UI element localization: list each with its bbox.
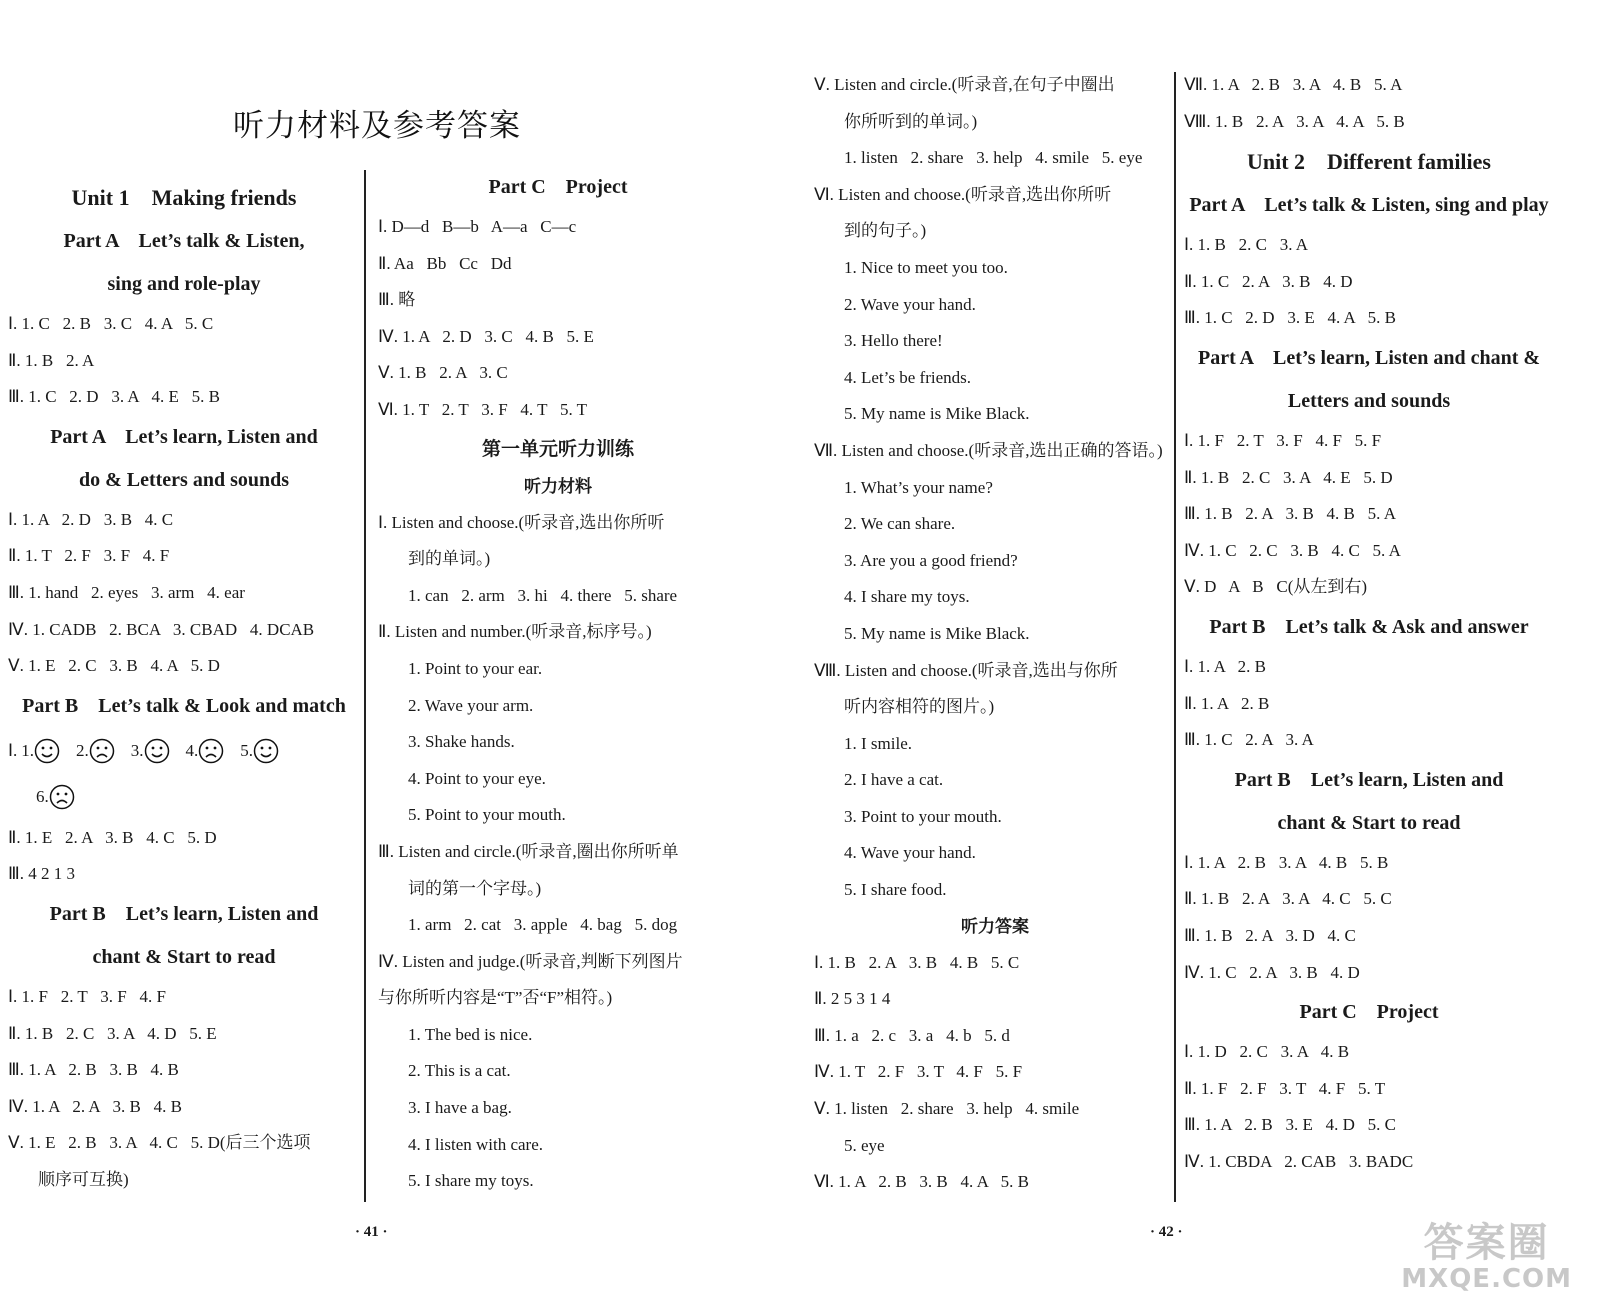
answer-line: Ⅳ. 1. C 2. C 3. B 4. C 5. A	[1184, 540, 1401, 560]
part-heading: Part C Project	[1299, 1001, 1439, 1024]
answer-line: Ⅰ. 1. A 2. B 3. A 4. B 5. B	[1184, 852, 1389, 872]
answer-line: 1. Point to your ear.	[408, 658, 543, 678]
answer-line: 3. Hello there!	[844, 331, 943, 351]
column-divider	[1174, 72, 1176, 1202]
smiley-answer	[240, 738, 279, 764]
answer-line: Ⅰ. 1. F 2. T 3. F 4. F 5. F	[1184, 430, 1382, 450]
answer-line: 4. I share my toys.	[844, 587, 970, 607]
column-divider	[364, 170, 366, 1202]
answer-line: Ⅲ. 1. a 2. c 3. a 4. b 5. d	[814, 1025, 1010, 1045]
smiley-answer	[186, 738, 225, 764]
answer-line: 2. This is a cat.	[408, 1061, 511, 1081]
page-number: · 42 ·	[1150, 1224, 1183, 1240]
answer-line: Ⅲ. 1. C 2. D 3. E 4. A 5. B	[1184, 308, 1396, 328]
smiley-happy-icon	[34, 738, 60, 764]
part-heading: chant & Start to read	[92, 945, 276, 968]
page-number: · 41 ·	[355, 1224, 388, 1240]
answer-number: 6.	[36, 786, 49, 806]
answer-line: 1. can 2. arm 3. hi 4. there 5. share	[408, 585, 678, 605]
answer-line: 与你所听内容是“T”否“F”相符。)	[378, 988, 613, 1008]
answer-line: 5. I share food.	[844, 880, 947, 900]
answer-number: 3.	[130, 740, 144, 760]
answer-line: 1. What’s your name?	[844, 477, 993, 497]
answer-line: 4. I listen with care.	[408, 1134, 544, 1154]
answer-line: Ⅲ. 1. C 2. D 3. A 4. E 5. B	[8, 387, 220, 407]
smiley-answer	[131, 738, 170, 764]
answer-line: Ⅱ. Listen and number.(听录音,标序号。)	[378, 622, 652, 642]
answer-line: 1. listen 2. share 3. help 4. smile 5. eye	[844, 148, 1143, 168]
answer-line: 词的第一个字母。)	[408, 878, 542, 898]
answer-line: Ⅱ. 1. C 2. A 3. B 4. D	[1184, 271, 1353, 291]
answer-number: 2.	[76, 740, 89, 760]
smiley-answer	[76, 738, 115, 764]
answer-line: Ⅷ. Listen and choose.(听录音,选出与你所	[814, 660, 1118, 680]
answer-line: 2. Wave your hand.	[844, 294, 976, 314]
smiley-sad-icon	[49, 784, 75, 810]
part-heading: Part A Let’s learn, Listen and	[50, 425, 318, 448]
answer-line: Ⅵ. 1. T 2. T 3. F 4. T 5. T	[378, 399, 588, 419]
answer-line: Ⅴ. D A B C(从左到右)	[1184, 577, 1368, 597]
answer-line: Ⅰ. 1. B 2. C 3. A	[1184, 235, 1309, 255]
answer-line: 4. Wave your hand.	[844, 843, 976, 863]
answer-line: Ⅷ. 1. B 2. A 3. A 4. A 5. B	[1184, 111, 1405, 131]
part-heading: Part A Let’s talk & Listen, sing and play	[1189, 194, 1549, 217]
answer-line: 到的单词。)	[408, 549, 491, 569]
answer-line: Ⅳ. 1. A 2. D 3. C 4. B 5. E	[378, 326, 594, 346]
answer-line: Ⅰ. 1. B 2. A 3. B 4. B 5. C	[814, 952, 1020, 972]
unit-heading: Unit 1 Making friends	[71, 185, 297, 210]
answer-line: Ⅶ. 1. A 2. B 3. A 4. B 5. A	[1184, 75, 1403, 94]
answer-line: Ⅳ. 1. A 2. A 3. B 4. B	[8, 1096, 182, 1116]
answer-line: Ⅵ. Listen and choose.(听录音,选出你所听	[814, 184, 1112, 204]
answer-line: 你所听到的单词。)	[844, 111, 978, 131]
part-heading: Part B Let’s learn, Listen and	[49, 902, 319, 925]
part-heading: Part A Let’s learn, Listen and chant &	[1197, 346, 1541, 369]
answer-line: Ⅰ. 1. A 2. B	[1184, 656, 1267, 676]
smiley-sad-icon	[89, 738, 115, 764]
answer-line: Ⅲ. 1. A 2. B 3. B 4. B	[8, 1060, 179, 1080]
answer-line: 5. My name is Mike Black.	[844, 404, 1030, 424]
answer-line: 3. Shake hands.	[408, 732, 515, 752]
answer-line: 4. Let’s be friends.	[844, 367, 971, 387]
answer-number: 5.	[240, 740, 254, 760]
answer-line: Ⅴ. 1. E 2. C 3. B 4. A 5. D	[8, 656, 220, 676]
answer-line: Ⅴ. 1. E 2. B 3. A 4. C 5. D(后三个选项	[8, 1133, 311, 1153]
answer-line: Ⅵ. 1. A 2. B 3. B 4. A 5. B	[814, 1172, 1029, 1192]
answer-line: Ⅰ. 1. D 2. C 3. A 4. B	[1184, 1042, 1350, 1062]
answer-line: 2. I have a cat.	[844, 770, 944, 790]
answer-number: 4.	[185, 740, 199, 760]
answer-line: Ⅲ. 1. C 2. A 3. A	[1184, 730, 1314, 750]
answer-line: Ⅴ. Listen and circle.(听录音,在句子中圈出	[814, 75, 1115, 94]
answer-line: 3. Are you a good friend?	[844, 550, 1018, 570]
left-column-1	[8, 176, 360, 1199]
answer-line: Ⅲ. Listen and circle.(听录音,圈出你所听单	[378, 841, 679, 861]
answer-line: 3. I have a bag.	[408, 1098, 512, 1118]
answer-line: Ⅴ. 1. listen 2. share 3. help 4. smile	[814, 1099, 1080, 1119]
answer-line: 到的句子。)	[844, 221, 927, 241]
unit-heading: Unit 2 Different families	[1247, 149, 1491, 175]
right-column-2	[1184, 67, 1554, 1180]
part-heading: sing and role-play	[107, 273, 261, 295]
answer-line: Ⅰ. Listen and choose.(听录音,选出你所听	[378, 512, 665, 532]
watermark-logo	[1401, 1221, 1572, 1293]
answer-line: Ⅱ. 2 5 3 1 4	[814, 989, 891, 1009]
part-heading: Letters and sounds	[1287, 389, 1451, 412]
answer-line: Ⅲ. 略	[378, 290, 416, 310]
smiley-answer	[36, 784, 75, 810]
answer-line: Ⅲ. 1. B 2. A 3. D 4. C	[1184, 925, 1356, 945]
answer-line: Ⅲ. 1. A 2. B 3. E 4. D 5. C	[1184, 1115, 1396, 1135]
answer-line: Ⅳ. 1. T 2. F 3. T 4. F 5. F	[814, 1062, 1023, 1082]
answer-line: 4. Point to your eye.	[408, 768, 546, 788]
answer-line: Ⅱ. 1. T 2. F 3. F 4. F	[8, 546, 170, 566]
part-heading: Part B Let’s talk & Look and match	[22, 694, 346, 717]
answer-line: 顺序可互换)	[38, 1169, 129, 1189]
answer-line: Ⅳ. 1. CADB 2. BCA 3. CBAD 4. DCAB	[8, 619, 315, 639]
smiley-happy-icon	[253, 738, 279, 764]
smiley-answer	[21, 738, 60, 764]
right-page	[800, 0, 1600, 1311]
subsection-heading: 听力答案	[961, 916, 1029, 937]
watermark-url: MXQE.COM	[1401, 1264, 1572, 1294]
left-column-2	[378, 166, 738, 1200]
part-heading: do & Letters and sounds	[78, 468, 290, 491]
answer-line: Ⅲ. 1. hand 2. eyes 3. arm 4. ear	[8, 582, 245, 602]
part-heading: Part B Let’s learn, Listen and	[1234, 768, 1504, 791]
answer-line: 1. arm 2. cat 3. apple 4. bag 5. dog	[408, 915, 678, 935]
part-heading: Part B Let’s talk & Ask and answer	[1209, 615, 1529, 638]
answer-line: Ⅳ. 1. C 2. A 3. B 4. D	[1184, 962, 1360, 982]
smiley-sad-icon	[198, 738, 224, 764]
answer-line: Ⅲ. 4 2 1 3	[8, 864, 75, 884]
answer-line: Ⅳ. Listen and judge.(听录音,判断下列图片	[378, 951, 683, 971]
answer-line: Ⅰ. 1. A 2. D 3. B 4. C	[8, 509, 174, 529]
answer-line: Ⅱ. 1. B 2. C 3. A 4. D 5. E	[8, 1023, 217, 1043]
answer-line: Ⅱ. 1. A 2. B	[1184, 693, 1270, 713]
answer-line: Ⅶ. Listen and choose.(听录音,选出正确的答语。)	[814, 440, 1163, 460]
answer-line: 听内容相符的图片。)	[844, 697, 995, 717]
answer-line: 5. eye	[844, 1135, 885, 1155]
part-heading: Part C Project	[488, 176, 628, 198]
smiley-happy-icon	[144, 738, 170, 764]
answer-line: 2. We can share.	[844, 514, 956, 534]
answer-line: 1. The bed is nice.	[408, 1024, 533, 1044]
smiley-answer-row	[8, 774, 360, 820]
answer-line: Ⅰ. 1. C 2. B 3. C 4. A 5. C	[8, 314, 214, 333]
answer-line: 1. Nice to meet you too.	[844, 257, 1008, 277]
section-heading: 第一单元听力训练	[481, 437, 634, 460]
answer-line: Ⅱ. 1. F 2. F 3. T 4. F 5. T	[1184, 1078, 1386, 1098]
smiley-answer-row	[8, 728, 360, 774]
answer-line: Ⅰ. 1. F 2. T 3. F 4. F	[8, 986, 166, 1006]
answer-line: Ⅴ. 1. B 2. A 3. C	[378, 363, 508, 383]
answer-line: 3. Point to your mouth.	[844, 806, 1002, 826]
page-title: 听力材料及参考答案	[233, 108, 521, 144]
answer-line: Ⅱ. 1. B 2. A	[8, 350, 95, 370]
answer-line: Ⅱ. Aa Bb Cc Dd	[378, 253, 512, 273]
answer-line: 5. I share my toys.	[408, 1171, 534, 1191]
right-column-1	[814, 67, 1176, 1201]
answer-line: 5. Point to your mouth.	[408, 805, 566, 825]
part-heading: Part A Let’s talk & Listen,	[63, 230, 305, 252]
answer-line: 5. My name is Mike Black.	[844, 623, 1030, 643]
answer-line: Ⅱ. 1. E 2. A 3. B 4. C 5. D	[8, 827, 217, 847]
part-heading: chant & Start to read	[1277, 811, 1461, 834]
answer-line: 2. Wave your arm.	[408, 695, 534, 715]
answer-number: 1.	[21, 740, 35, 760]
question-label: Ⅰ.	[8, 740, 18, 760]
answer-line: Ⅱ. 1. B 2. C 3. A 4. E 5. D	[1184, 467, 1393, 487]
subsection-heading: 听力材料	[524, 476, 592, 497]
answer-line: Ⅲ. 1. B 2. A 3. B 4. B 5. A	[1184, 504, 1396, 524]
watermark-text: 答案圈	[1423, 1220, 1550, 1266]
answer-line: Ⅱ. 1. B 2. A 3. A 4. C 5. C	[1184, 889, 1392, 909]
answer-line: Ⅰ. D—d B—b A—a C—c	[378, 217, 577, 236]
answer-line: 1. I smile.	[844, 733, 912, 753]
answer-line: Ⅳ. 1. CBDA 2. CAB 3. BADC	[1184, 1151, 1414, 1171]
